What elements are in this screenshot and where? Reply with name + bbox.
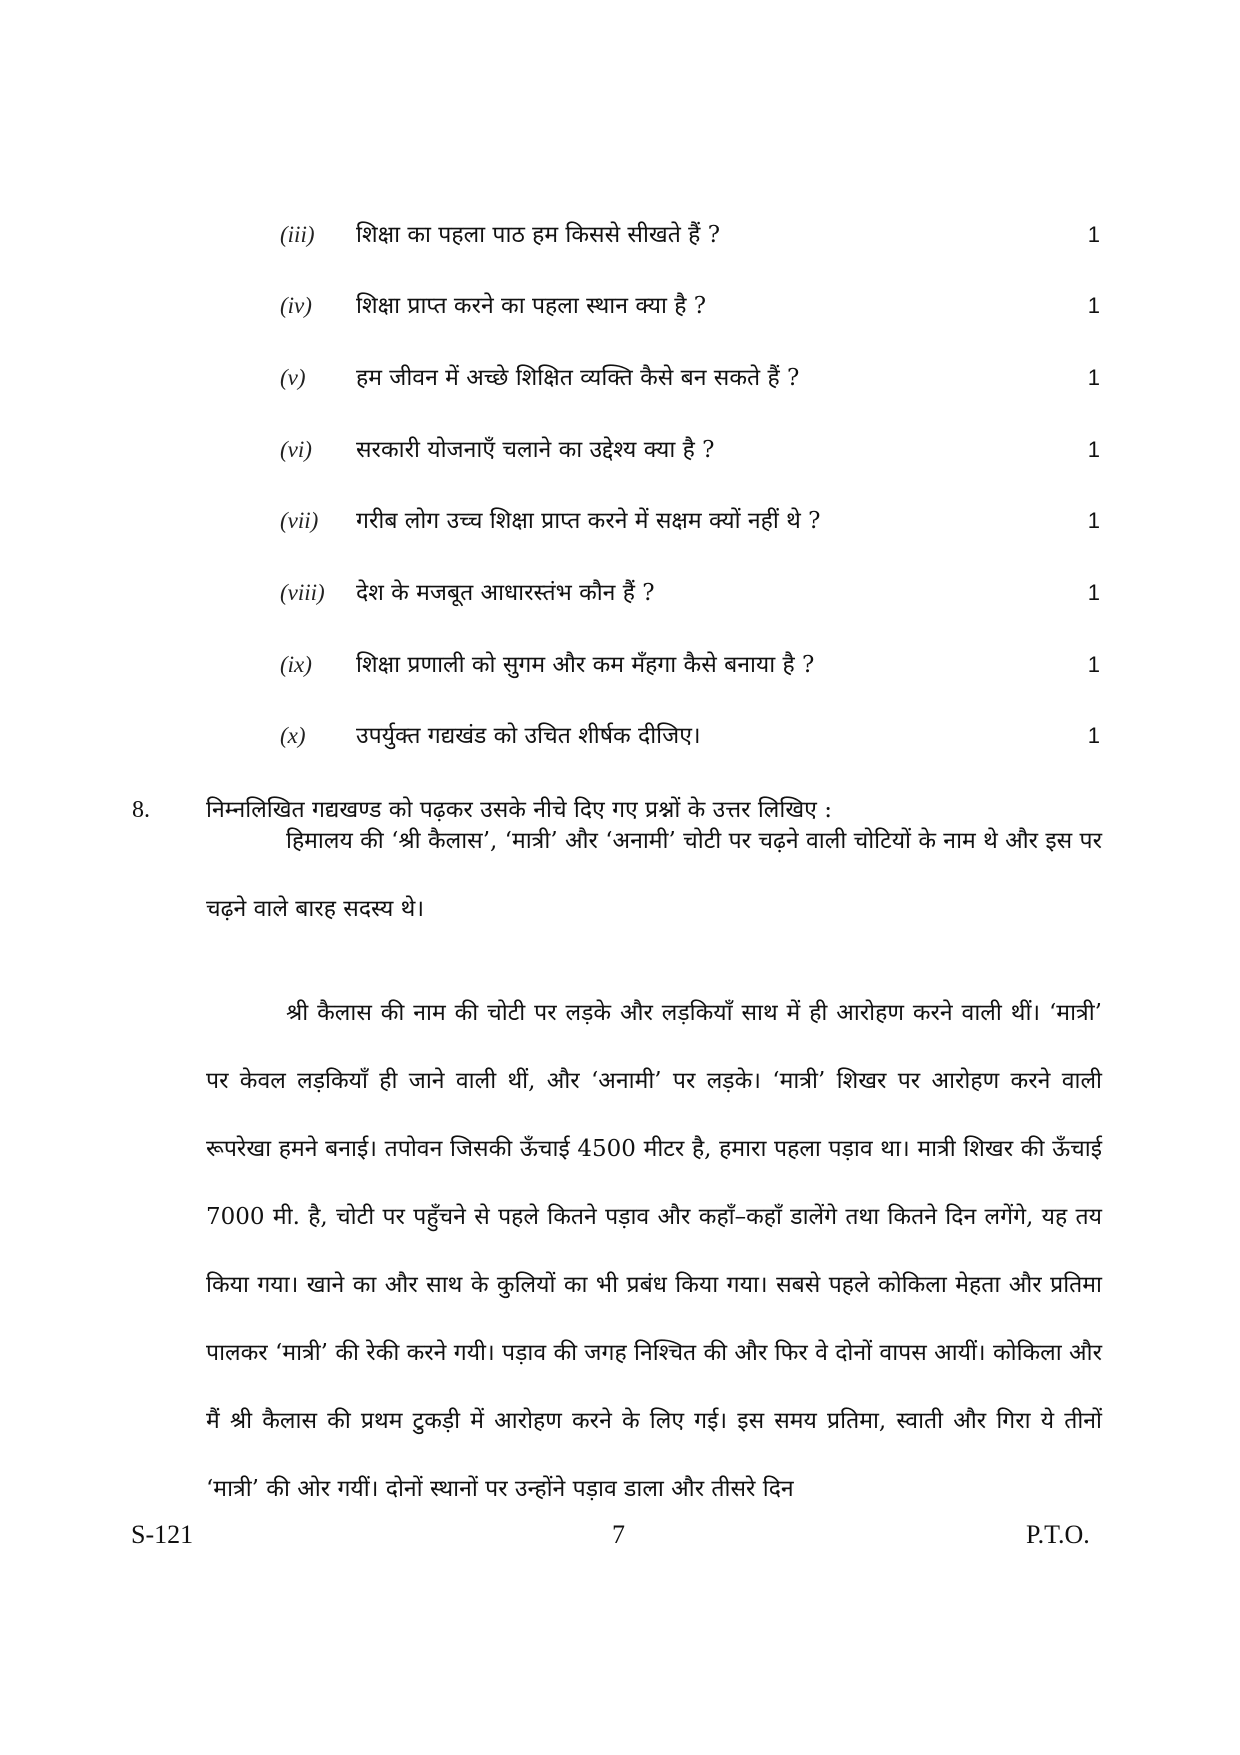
passage-paragraph: हिमालय की ‘श्री कैलास’, ‘मात्री’ और ‘अनामी’ चोटी पर चढ़ने वाली चोटियों के नाम थे और इस पर चढ़ने वाले बारह सदस्य थे।	[206, 828, 1102, 922]
question-text: शिक्षा प्रणाली को सुगम और कम मँहगा कैसे बनाया है ?	[356, 652, 815, 678]
question-number: (vi)	[280, 437, 312, 462]
question-number: (ix)	[280, 652, 312, 677]
question-row	[280, 645, 1100, 685]
passage-paragraph: श्री कैलास की नाम की चोटी पर लड़के और लड़कियाँ साथ में ही आरोहण करने वाली थीं। ‘मात्री’ पर केवल लड़कियाँ ही जाने वाली थीं, और ‘अनामी’ पर लड़के। ‘मात्री’ शिखर पर आरोहण करने वाली रूपरेखा हमने बनाई। तपोवन जिसकी ऊँचाई 4500 मीटर है, हमारा पहला पड़ाव था। मात्री शिखर की ऊँचाई 7000 मी. है, चोटी पर पहुँचने से पहले कितने पड़ाव और कहाँ–कहाँ डालेंगे तथा कितने दिन लगेंगे, यह तय किया गया। खाने का और साथ के कुलियों का भी प्रबंध किया गया। सबसे पहले कोकिला मेहता और प्रतिमा पालकर ‘मात्री’ की रेकी करने गयी। पड़ाव की जगह निश्चित की और फिर वे दोनों वापस आयीं। कोकिला और मैं श्री कैलास की प्रथम टुकड़ी में आरोहण करने के लिए गई। इस समय प्रतिमा, स्वाती और गिरा ये तीनों ‘मात्री’ की ओर गयीं। दोनों स्थानों पर उन्होंने पड़ाव डाला और तीसरे दिन	[206, 1000, 1102, 1502]
question-text: देश के मजबूत आधारस्तंभ कौन हैं ?	[356, 580, 655, 606]
section-instruction: निम्नलिखित गद्यखण्ड को पढ़कर उसके नीचे दिए गए प्रश्नों के उत्तर लिखिए :	[206, 797, 832, 823]
paper-code: S-121	[131, 1520, 194, 1549]
question-text: शिक्षा का पहला पाठ हम किससे सीखते हैं ?	[356, 222, 721, 248]
question-marks: 1	[1087, 580, 1100, 605]
question-row	[280, 430, 1100, 470]
question-row	[280, 573, 1100, 613]
question-row	[280, 286, 1100, 326]
question-text: शिक्षा प्राप्त करने का पहला स्थान क्या है ?	[356, 293, 707, 319]
question-row	[280, 716, 1100, 756]
question-marks: 1	[1087, 222, 1100, 247]
question-row	[280, 358, 1100, 398]
question-text: हम जीवन में अच्छे शिक्षित व्यक्ति कैसे बन सकते हैं ?	[356, 365, 800, 391]
question-number: (v)	[280, 365, 306, 390]
page-number: 7	[612, 1520, 625, 1549]
question-marks: 1	[1087, 293, 1100, 318]
question-marks: 1	[1087, 508, 1100, 533]
question-text: गरीब लोग उच्च शिक्षा प्राप्त करने में सक्षम क्यों नहीं थे ?	[356, 508, 821, 534]
question-row	[280, 501, 1100, 541]
question-number: (x)	[280, 723, 306, 748]
question-row	[280, 215, 1100, 255]
section-number: 8.	[132, 797, 150, 823]
question-number: (vii)	[280, 508, 319, 533]
question-text: उपर्युक्त गद्यखंड को उचित शीर्षक दीजिए।	[356, 723, 701, 749]
question-marks: 1	[1087, 723, 1100, 748]
question-marks: 1	[1087, 437, 1100, 462]
pto-label: P.T.O.	[1026, 1520, 1090, 1549]
question-marks: 1	[1087, 365, 1100, 390]
question-text: सरकारी योजनाएँ चलाने का उद्देश्य क्या है ?	[356, 437, 715, 463]
question-marks: 1	[1087, 652, 1100, 677]
question-number: (iii)	[280, 222, 315, 247]
question-number: (iv)	[280, 293, 312, 318]
question-number: (viii)	[280, 580, 325, 605]
